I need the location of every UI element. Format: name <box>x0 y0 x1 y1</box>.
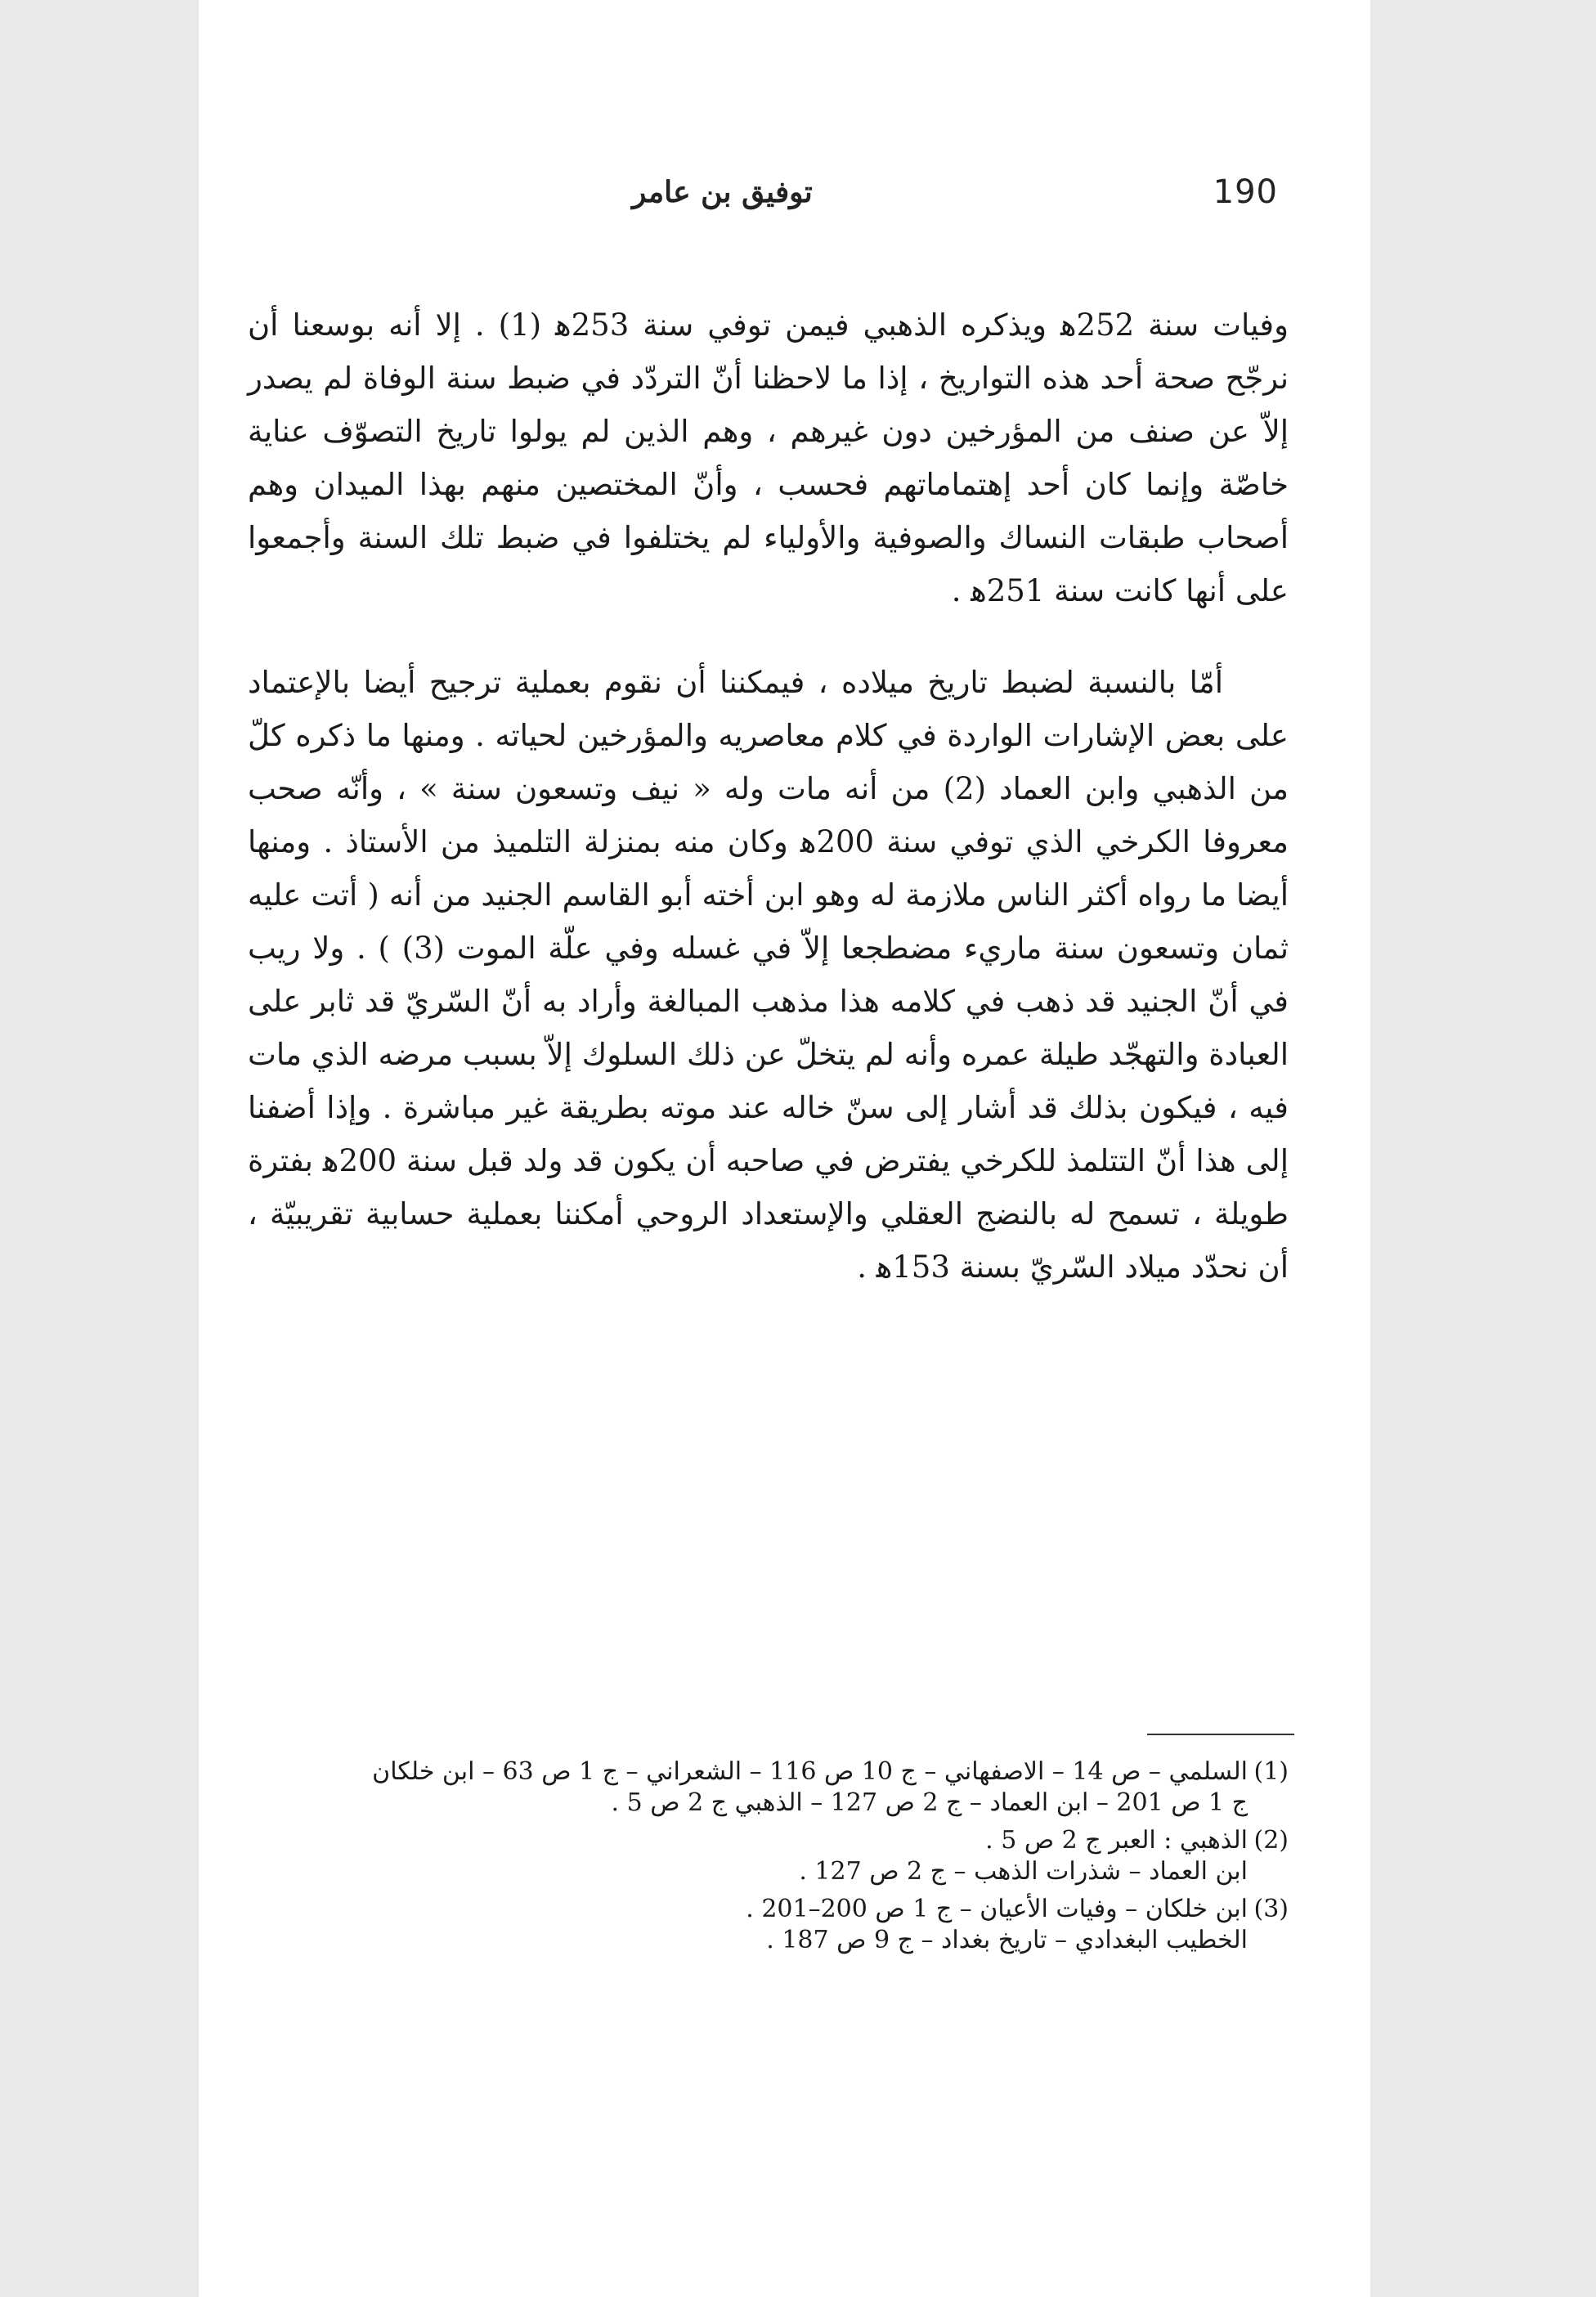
footnote-line: ابن خلكان – وفيات الأعيان – ج 1 ص 200–201 . <box>746 1895 1248 1923</box>
footnote-3 <box>248 1894 1289 1956</box>
paragraph-1: وفيات سنة 252ﻫ ويذكره الذهبي فيمن توفي سنة 253ﻫ (1) . إلا أنه بوسعنا أن نرجّح صحة أحد هذه التواريخ ، إذا ما لاحظنا أنّ التردّد في ضبط سنة الوفاة لم يصدر إلاّ عن صنف من المؤرخين دون غيرهم ، وهم الذين لم يولوا تاريخ التصوّف عناية خاصّة وإنما كان أحد إهتماماتهم فحسب ، وأنّ المختصين منهم بهذا الميدان وهم أصحاب طبقات النساك والصوفية والأولياء لم يختلفوا في ضبط تلك السنة وأجمعوا على أنها كانت سنة 251ﻫ . <box>248 307 1289 608</box>
footnote-2 <box>248 1825 1289 1887</box>
footnote-1 <box>248 1756 1289 1819</box>
book-page <box>199 0 1370 2297</box>
footnote-separator <box>1147 1734 1294 1735</box>
page-header <box>199 173 1370 222</box>
footnote-number: (1) <box>1253 1757 1289 1786</box>
footnote-line: الذهبي : العبر ج 2 ص 5 . <box>985 1826 1248 1855</box>
footnote-line: ج 1 ص 201 – ابن العماد – ج 2 ص 127 – الذهبي ج 2 ص 5 . <box>611 1788 1248 1817</box>
page-number: 190 <box>1213 173 1278 211</box>
footnote-line: الخطيب البغدادي – تاريخ بغداد – ج 9 ص 187 . <box>766 1926 1248 1954</box>
footnotes <box>248 1756 1289 1956</box>
paragraph-2: أمّا بالنسبة لضبط تاريخ ميلاده ، فيمكننا أن نقوم بعملية ترجيح أيضا بالإعتماد على بعض الإشارات الواردة في كلام معاصريه والمؤرخين لحياته . ومنها ما ذكره كلّ من الذهبي وابن العماد (2) من أنه مات وله « نيف وتسعون سنة » ، وأنّه صحب معروفا الكرخي الذي توفي سنة 200ﻫ وكان منه بمنزلة التلميذ من الأستاذ . ومنها أيضا ما رواه أكثر الناس ملازمة له وهو ابن أخته أبو القاسم الجنيد من أنه ( أتت عليه ثمان وتسعون سنة ماريء مضطجعا إلاّ في غسله وفي علّة الموت (3) ) . ولا ريب في أنّ الجنيد قد ذهب في كلامه هذا مذهب المبالغة وأراد به أنّ السّريّ قد ثابر على العبادة والتهجّد طيلة عمره وأنه لم يتخلّ عن ذلك السلوك إلاّ بسبب مرضه الذي مات فيه ، فيكون بذلك قد أشار إلى سنّ خاله عند موته بطريقة غير مباشرة . وإذا أضفنا إلى هذا أنّ التتلمذ للكرخي يفترض في صاحبه أن يكون قد ولد قبل سنة 200ﻫ بفترة طويلة ، تسمح له بالنضج العقلي والإستعداد الروحي أمكننا بعملية حسابية تقريبيّة ، أن نحدّد ميلاد السّريّ بسنة 153ﻫ . <box>248 665 1289 1285</box>
body-text <box>248 298 1289 1294</box>
footnote-line: السلمي – ص 14 – الاصفهاني – ج 10 ص 116 – الشعراني – ج 1 ص 63 – ابن خلكان <box>372 1757 1248 1786</box>
footnote-number: (3) <box>1253 1895 1289 1923</box>
footnote-number: (2) <box>1253 1826 1289 1855</box>
footnote-line: ابن العماد – شذرات الذهب – ج 2 ص 127 . <box>799 1857 1248 1886</box>
running-head: توفيق بن عامر <box>632 175 813 209</box>
